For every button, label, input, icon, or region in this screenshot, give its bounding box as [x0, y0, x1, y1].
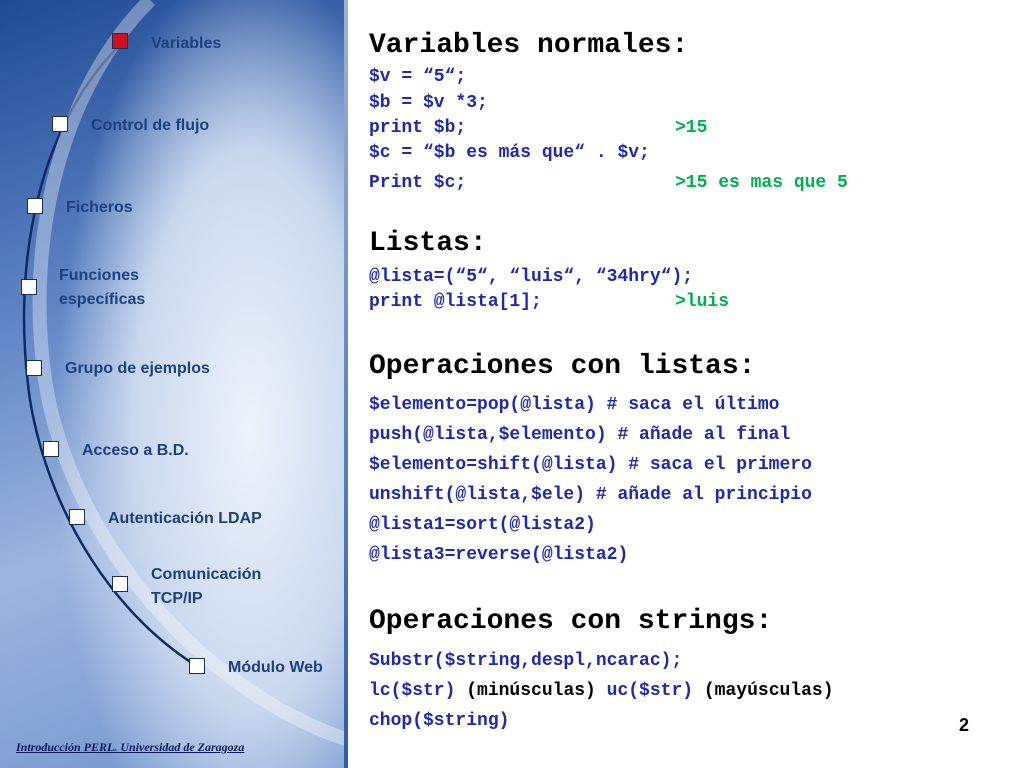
nav-label: Autenticación LDAP	[108, 510, 262, 527]
nav-label: Control de flujo	[91, 117, 210, 134]
heading-variables: Variables normales:	[369, 30, 689, 61]
code-line: print $b;	[369, 118, 467, 138]
nav-bullet	[21, 279, 37, 295]
heading-operaciones-strings: Operaciones con strings:	[369, 606, 773, 637]
code-line: print @lista[1];	[369, 292, 542, 312]
nav-bullet	[26, 360, 42, 376]
nav-bullet	[27, 198, 43, 214]
code-line: $b = $v *3;	[369, 93, 488, 113]
code-line: $elemento=pop(@lista) # saca el último	[369, 395, 780, 415]
result-output: >15	[675, 118, 708, 138]
nav-label: Acceso a B.D.	[82, 442, 189, 459]
nav-label: Grupo de ejemplos	[65, 360, 210, 377]
footer-text: Introducción PERL. Universidad de Zaragoza	[16, 740, 245, 754]
result-output: >luis	[675, 292, 730, 312]
nav-label: Ficheros	[66, 199, 133, 216]
heading-operaciones-listas: Operaciones con listas:	[369, 351, 756, 382]
code-line: Substr($string,despl,ncarac);	[369, 651, 683, 671]
note-mayusculas: (mayúsculas)	[693, 681, 834, 701]
code-line: unshift(@lista,$ele) # añade al principio	[369, 485, 812, 505]
nav-bullet-active	[112, 33, 128, 49]
sidebar	[0, 0, 348, 768]
code-line: $c = “$b es más que“ . $v;	[369, 143, 650, 163]
nav-label: Módulo Web	[228, 659, 323, 676]
page-number: 2	[959, 715, 970, 735]
heading-listas: Listas:	[369, 228, 487, 259]
nav-label: Comunicación	[151, 566, 262, 583]
note-minusculas: (minúsculas)	[455, 681, 607, 701]
nav-bullet	[69, 509, 85, 525]
nav-bullet	[189, 658, 205, 674]
nav-bullet	[43, 441, 59, 457]
code-lc: lc($str)	[369, 681, 456, 701]
code-line: Print $c;	[369, 173, 467, 193]
nav-bullet	[52, 116, 68, 132]
nav-label: Funciones	[59, 267, 140, 284]
nav-bullet	[112, 576, 128, 592]
nav-label-line2: TCP/IP	[151, 590, 203, 607]
code-line: @lista3=reverse(@lista2)	[369, 545, 629, 565]
nav-label: Variables	[151, 35, 222, 52]
nav-label-line2: específicas	[59, 291, 146, 308]
code-line: $elemento=shift(@lista) # saca el primero	[369, 455, 812, 475]
code-uc: uc($str)	[606, 681, 694, 701]
code-line: @lista1=sort(@lista2)	[369, 515, 596, 535]
code-line: chop($string)	[369, 711, 510, 731]
code-line: @lista=(“5“, “luis“, “34hry“);	[369, 267, 694, 287]
sidebar-edge	[344, 0, 348, 768]
slide-content	[369, 0, 1009, 768]
code-line-case	[369, 679, 834, 703]
code-line: push(@lista,$elemento) # añade al final	[369, 425, 791, 445]
code-line: $v = “5“;	[369, 67, 467, 87]
result-output: >15 es mas que 5	[675, 173, 848, 193]
